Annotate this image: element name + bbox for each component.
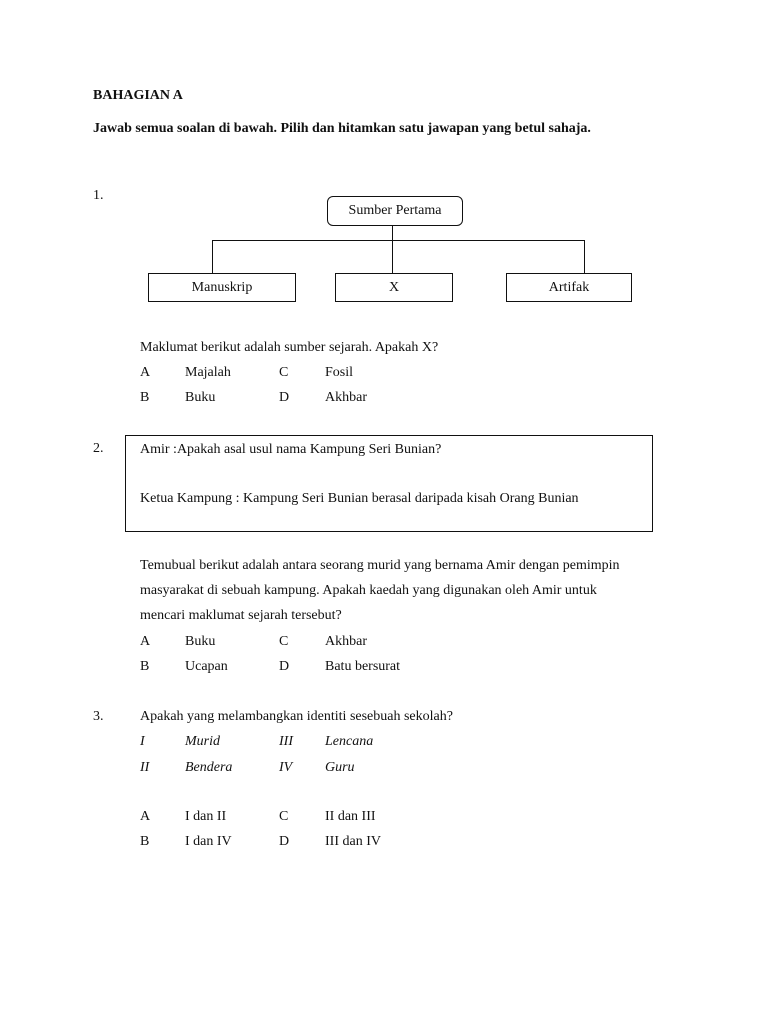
item-roman: IV (279, 760, 293, 775)
option-letter: A (140, 634, 151, 649)
question-3-text: Apakah yang melambangkan identiti sesebuah sekolah? (140, 709, 453, 724)
question-2-number: 2. (93, 441, 104, 456)
option-text: Buku (185, 390, 216, 405)
item-text: Lencana (325, 734, 374, 749)
option-letter: D (279, 659, 290, 674)
option-letter: C (279, 365, 289, 380)
option-text: III dan IV (325, 834, 381, 849)
option-letter: B (140, 390, 150, 405)
option-text: Buku (185, 634, 216, 649)
option-letter: B (140, 659, 150, 674)
diagram-node-artifak: Artifak (506, 273, 632, 302)
instructions: Jawab semua soalan di bawah. Pilih dan hitamkan satu jawapan yang betul sahaja. (93, 121, 591, 136)
option-text: Fosil (325, 365, 354, 380)
question-2-text-line: mencari maklumat sejarah tersebut? (140, 608, 342, 623)
diagram-connector (392, 240, 393, 273)
diagram-root-node: Sumber Pertama (327, 196, 463, 226)
option-letter: D (279, 390, 290, 405)
dialog-line-amir: Amir :Apakah asal usul nama Kampung Seri Bunian? (140, 442, 442, 457)
item-text: Murid (185, 734, 220, 749)
section-title: BAHAGIAN A (93, 88, 183, 103)
option-text: Akhbar (325, 390, 367, 405)
option-letter: C (279, 809, 289, 824)
option-text: I dan IV (185, 834, 232, 849)
option-text: Batu bersurat (325, 659, 401, 674)
question-1-number: 1. (93, 188, 104, 203)
diagram-connector (584, 240, 585, 273)
diagram-connector (212, 240, 585, 241)
option-text: Majalah (185, 365, 231, 380)
option-text: I dan II (185, 809, 227, 824)
question-3-number: 3. (93, 709, 104, 724)
option-text: II dan III (325, 809, 376, 824)
option-text: Akhbar (325, 634, 367, 649)
option-text: Ucapan (185, 659, 228, 674)
item-text: Bendera (185, 760, 233, 775)
item-roman: II (140, 760, 150, 775)
diagram-node-x: X (335, 273, 453, 302)
diagram-node-manuskrip: Manuskrip (148, 273, 296, 302)
question-2-text-line: masyarakat di sebuah kampung. Apakah kaedah yang digunakan oleh Amir untuk (140, 583, 597, 598)
dialog-box (125, 435, 653, 532)
diagram-connector (392, 226, 393, 241)
option-letter: D (279, 834, 290, 849)
option-letter: C (279, 634, 289, 649)
diagram-connector (212, 240, 213, 273)
option-letter: B (140, 834, 150, 849)
dialog-line-ketua: Ketua Kampung : Kampung Seri Bunian berasal daripada kisah Orang Bunian (140, 491, 579, 506)
item-text: Guru (325, 760, 355, 775)
item-roman: I (140, 734, 145, 749)
option-letter: A (140, 809, 151, 824)
item-roman: III (279, 734, 293, 749)
question-1-text: Maklumat berikut adalah sumber sejarah. Apakah X? (140, 340, 439, 355)
question-2-text-line: Temubual berikut adalah antara seorang murid yang bernama Amir dengan pemimpin (140, 558, 620, 573)
option-letter: A (140, 365, 151, 380)
